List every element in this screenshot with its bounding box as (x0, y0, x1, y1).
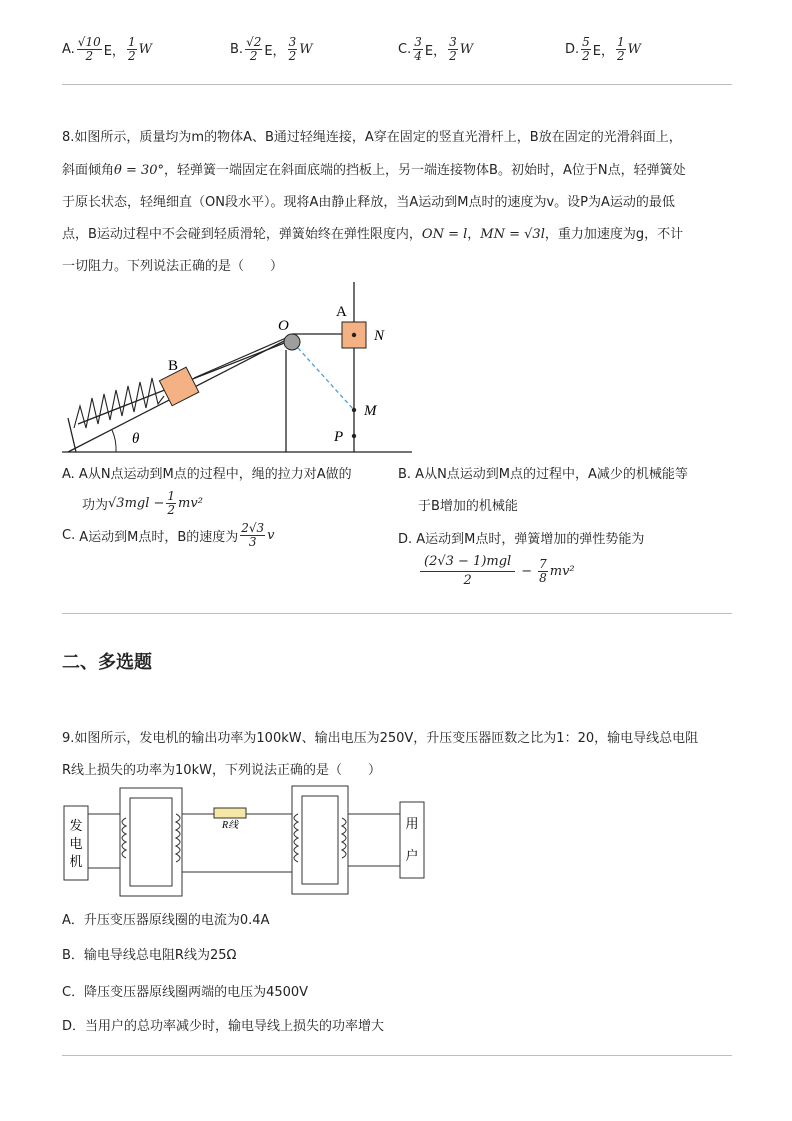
q9-line-1: 9.如图所示，发电机的输出功率为100kW、输出电压为250V，升压变压器匝数之比为1：20，输电导线总电阻 (62, 731, 699, 746)
q8-line-2: 斜面倾角θ = 30°，轻弹簧一端固定在斜面底端的挡板上，另一端连接物体B。初始时，A位于N点，轻弹簧处 (62, 163, 686, 178)
q8-line-3: 于原长状态，轻绳细直（ON段水平）。现将A由静止释放，当A运动到M点时的速度为v。设P为A运动的最低 (62, 195, 675, 210)
q8-option-d-line1: D. A运动到M点时，弹簧增加的弹性势能为 (398, 532, 645, 547)
q8-option-a-line2: 功为 √3mgl − $\frac{1}{2}$ mv² (82, 489, 203, 517)
svg-text:机: 机 (69, 855, 83, 870)
q7-option-b: B. $\frac{√2}{2}$ E， $\frac{3}{2}$ W (230, 35, 313, 63)
svg-text:发: 发 (69, 819, 83, 834)
q8-line-1: 8.如图所示，质量均为m的物体A、B通过轻绳连接，A穿在固定的竖直光滑杆上，B放在固定的光滑斜面上， (62, 130, 682, 145)
option-label: C. (398, 42, 412, 57)
q7-option-a: A. $\frac{√10}{2}$ E， $\frac{1}{2}$ W (62, 35, 152, 63)
fraction: $\frac{√10}{2}$ (77, 35, 101, 63)
resistor (214, 808, 246, 818)
label-n: N (374, 328, 385, 344)
pulley (284, 334, 300, 350)
point-p (352, 434, 356, 438)
q8-option-b-line1: B. A从N点运动到M点的过程中，A减少的机械能等 (398, 467, 688, 482)
svg-text:户: 户 (405, 849, 419, 864)
block-b (159, 367, 198, 406)
label-b: B (168, 358, 179, 374)
label-m: M (364, 403, 377, 419)
label-theta: θ (132, 431, 140, 447)
option-label: A. (62, 42, 75, 57)
angle-arc (112, 430, 116, 452)
spring (74, 378, 164, 428)
fraction: $\frac{√2}{2}$ (246, 35, 262, 63)
option-label: D. (565, 42, 580, 57)
label-p: P (334, 429, 344, 445)
q9-circuit-figure (60, 784, 430, 900)
q8-line-5: 一切阻力。下列说法正确的是（ ） (62, 259, 284, 274)
q9-option-d: D．当用户的总功率减少时，输电导线上损失的功率增大 (62, 1019, 385, 1034)
q7-option-d: D. $\frac{5}{2}$ E， $\frac{1}{2}$ W (565, 35, 642, 63)
q8-option-d-line2: $\frac{\text{(2√3 − 1)mgl}}{2}$ − $\frac{7}{8}$ mv² (418, 553, 575, 590)
label-o: O (278, 318, 289, 334)
svg-text:电: 电 (69, 837, 83, 852)
rope-b (194, 338, 286, 378)
resistor-label: R线 (222, 820, 239, 831)
fraction: $\frac{1}{2}$ (127, 35, 136, 63)
label-a: A (336, 304, 347, 320)
q8-option-c: C. A运动到M点时，B的速度为 $\frac{2√3}{3}$ v (62, 521, 275, 549)
fraction: $\frac{3}{2}$ (288, 35, 297, 63)
divider (62, 613, 732, 614)
fraction: $\frac{\text{(2√3 − 1)mgl}}{2}$ (420, 553, 515, 590)
step-up-transformer (120, 788, 182, 896)
q7-option-c: C. $\frac{3}{4}$ E， $\frac{3}{2}$ W (398, 35, 474, 63)
q8-line-4: 点，B运动过程中不会碰到轻质滑轮，弹簧始终在弹性限度内，ON = l，MN = √3l，重力加速度为g，不计 (62, 227, 684, 242)
fraction: $\frac{1}{2}$ (167, 489, 176, 517)
fraction: $\frac{3}{4}$ (414, 35, 422, 63)
point-m (352, 408, 356, 412)
fraction: $\frac{1}{2}$ (617, 35, 625, 63)
fraction: $\frac{7}{8}$ (539, 557, 547, 585)
fraction: $\frac{2√3}{3}$ (241, 521, 265, 549)
q9-option-c: C．降压变压器原线圈两端的电压为4500V (62, 985, 309, 1000)
q9-option-b: B．输电导线总电阻R线为25Ω (62, 948, 237, 963)
q9-line-2: R线上损失的功率为10kW，下列说法正确的是（ ） (62, 763, 381, 778)
option-label: B. (230, 42, 244, 57)
q8-option-a-line1: A. A从N点运动到M点的过程中，绳的拉力对A做的 (62, 467, 352, 482)
q8-option-b-line2: 于B增加的机械能 (418, 499, 518, 514)
dashed-om (298, 348, 354, 410)
point-n (352, 333, 356, 337)
divider (62, 1055, 732, 1056)
section-title: 二、多选题 (62, 652, 152, 673)
fraction: $\frac{5}{2}$ (582, 35, 590, 63)
fraction: $\frac{3}{2}$ (449, 35, 457, 63)
q9-option-a: A．升压变压器原线圈的电流为0.4A (62, 913, 270, 928)
user-box (400, 802, 424, 878)
svg-text:用: 用 (405, 817, 419, 832)
q8-figure (60, 278, 420, 458)
step-down-transformer (292, 786, 348, 894)
divider (62, 84, 732, 85)
